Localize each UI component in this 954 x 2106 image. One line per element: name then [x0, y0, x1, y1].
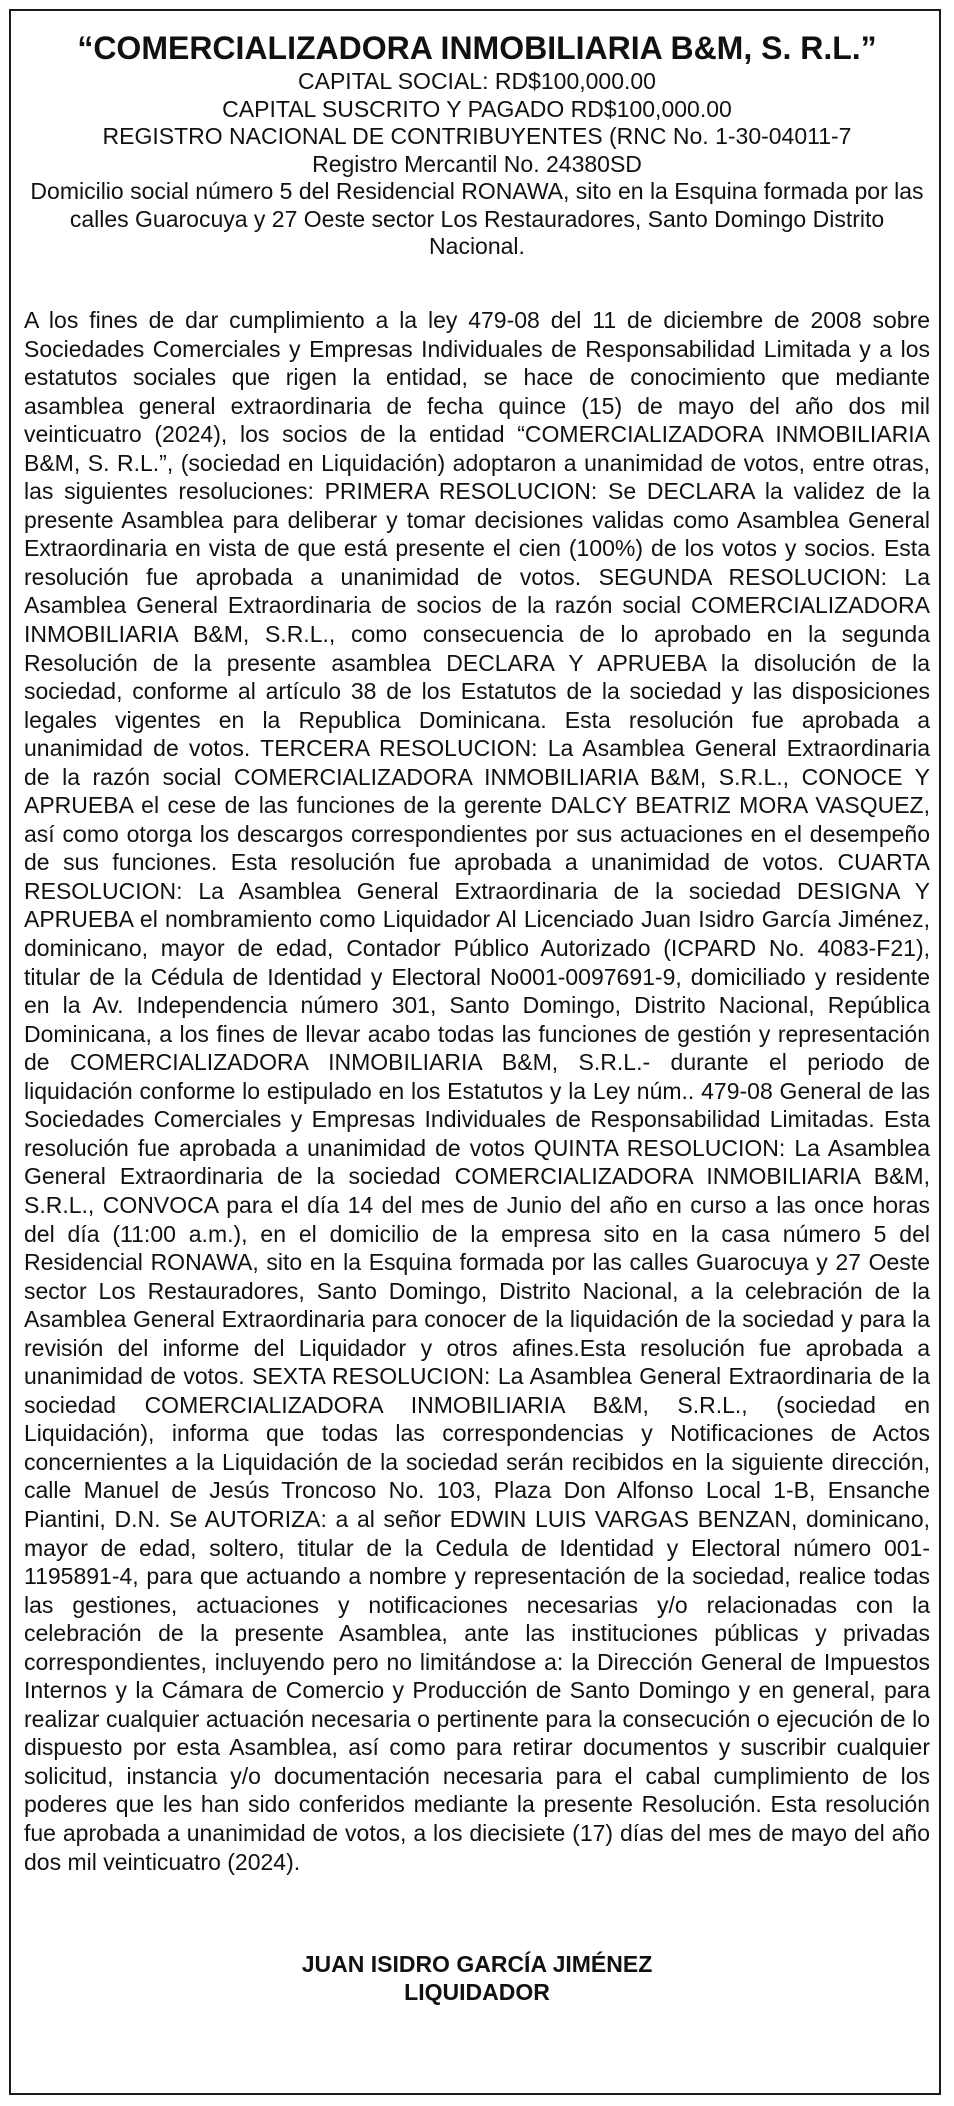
company-title: “COMERCIALIZADORA INMOBILIARIA B&M, S. R.L.”	[77, 30, 877, 66]
capital-social-line: CAPITAL SOCIAL: RD$100,000.00	[298, 68, 656, 94]
notice-header	[20, 28, 934, 261]
notice-body: A los fines de dar cumplimiento a la ley 479-08 del 11 de diciembre de 2008 sobre Sociedades Comerciales y Empresas Individuales de Responsabilidad Limitada y a los estatutos sociales que rigen la entidad, se hace de conocimiento que mediante asamblea general extraordinaria de fecha quince (15) de mayo del año dos mil veinticuatro (2024), los socios de la entidad “COMERCIALIZADORA INMOBILIARIA B&M, S. R.L.”, (sociedad en Liquidación) adoptaron a unanimidad de votos, entre otras, las siguientes resoluciones: PRIMERA RESOLUCION: Se DECLARA la validez de la presente Asamblea para deliberar y tomar decisiones validas como Asamblea General Extraordinaria en vista de que está presente el cien (100%) de los votos y socios. Esta resolución fue aprobada a unanimidad de votos. SEGUNDA RESOLUCION: La Asamblea General Extraordinaria de socios de la razón social COMERCIALIZADORA INMOBILIARIA B&M, S.R.L., como consecuencia de lo aprobado en la segunda Resolución de la presente asamblea DECLARA Y APRUEBA la disolución de la sociedad, conforme al artículo 38 de los Estatutos de la sociedad y las disposiciones legales vigentes en la Republica Dominicana. Esta resolución fue aprobada a unanimidad de votos. TERCERA RESOLUCION: La Asamblea General Extraordinaria de la razón social COMERCIALIZADORA INMOBILIARIA B&M, S.R.L., CONOCE Y APRUEBA el cese de las funciones de la gerente DALCY BEATRIZ MORA VASQUEZ, así como otorga los descargos correspondientes por sus actuaciones en el desempeño de sus funciones. Esta resolución fue aprobada a unanimidad de votos. CUARTA RESOLUCION: La Asamblea General Extraordinaria de la sociedad DESIGNA Y APRUEBA el nombramiento como Liquidador Al Licenciado Juan Isidro García Jiménez, dominicano, mayor de edad, Contador Público Autorizado (ICPARD No. 4083-F21), titular de la Cédula de Identidad y Electoral No001-0097691-9, domiciliado y residente en la Av. Independencia número 301, Santo Domingo, Distrito Nacional, República Dominicana, a los fines de llevar acabo todas las funciones de gestión y representación de COMERCIALIZADORA INMOBILIARIA B&M, S.R.L.- durante el periodo de liquidación conforme lo estipulado en los Estatutos y la Ley núm.. 479-08 General de las Sociedades Comerciales y Empresas Individuales de Responsabilidad Limitadas. Esta resolución fue aprobada a unanimidad de votos QUINTA RESOLUCION: La Asamblea General Extraordinaria de la sociedad COMERCIALIZADORA INMOBILIARIA B&M, S.R.L., CONVOCA para el día 14 del mes de Junio del año en curso a las once horas del día (11:00 a.m.), en el domicilio de la empresa sito en la casa número 5 del Residencial RONAWA, sito en la Esquina formada por las calles Guarocuya y 27 Oeste sector Los Restauradores, Santo Domingo, Distrito Nacional, a la celebración de la Asamblea General Extraordinaria para conocer de la liquidación de la sociedad y para la revisión del informe del Liquidador y otros afines.Esta resolución fue aprobada a unanimidad de votos. SEXTA RESOLUCION: La Asamblea General Extraordinaria de la sociedad COMERCIALIZADORA INMOBILIARIA B&M, S.R.L., (sociedad en Liquidación), informa que todas las correspondencias y Notificaciones de Actos concernientes a la Liquidación de la sociedad serán recibidos en la siguiente dirección, calle Manuel de Jesús Troncoso No. 103, Plaza Don Alfonso Local 1-B, Ensanche Piantini, D.N. Se AUTORIZA: a al señor EDWIN LUIS VARGAS BENZAN, dominicano, mayor de edad, soltero, titular de la Cedula de Identidad y Electoral número 001-1195891-4, para que actuando a nombre y representación de la sociedad, realice todas las gestiones, actuaciones y notificaciones necesarias y/o relacionadas con la celebración de la presente Asamblea, ante las instituciones públicas y privadas correspondientes, incluyendo pero no limitándose a: la Dirección General de Impuestos Internos y la Cámara de Comercio y Producción de Santo Domingo y en general, para realizar cualquier actuación necesaria o pertinente para la consecución o ejecución de lo dispuesto por esta Asamblea, así como para retirar documentos y suscribir cualquier solicitud, instancia y/o documentación necesaria para el cabal cumplimiento de los poderes que les han sido conferidos mediante la presente Resolución. Esta resolución fue aprobada a unanimidad de votos, a los diecisiete (17) días del mes de mayo del año dos mil veinticuatro (2024).	[24, 307, 930, 1875]
capital-suscrito-line: CAPITAL SUSCRITO Y PAGADO RD$100,000.00	[222, 95, 732, 122]
rnc-line: REGISTRO NACIONAL DE CONTRIBUYENTES (RNC No. 1-30-04011-7	[102, 123, 852, 149]
signatory-name: JUAN ISIDRO GARCÍA JIMÉNEZ	[301, 1951, 653, 1977]
signatory-role: LIQUIDADOR	[404, 1979, 550, 2005]
registro-mercantil-line: Registro Mercantil No. 24380SD	[312, 150, 642, 177]
signature-block	[0, 1950, 954, 2006]
domicilio-line: Domicilio social número 5 del Residencial RONAWA, sito en la Esquina formada por las calles Guarocuya y 27 Oeste sector Los Restauradores, Santo Domingo Distrito Nacional.	[30, 178, 924, 259]
